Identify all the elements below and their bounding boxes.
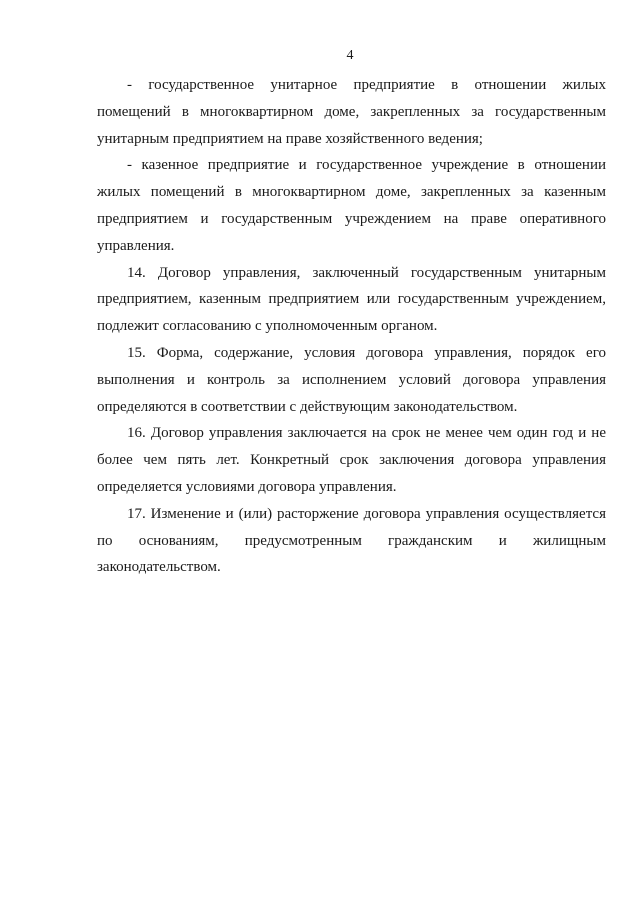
document-body	[97, 72, 606, 581]
clause-15: 15. Форма, содержание, условия договора управления, порядок его выполнения и контроль за исполнением условий договора управления определяются в соответствии с действующим законодательством.	[97, 344, 606, 415]
list-item-treasury-enterprise: - казенное предприятие и государственное учреждение в отношении жилых помещений в многоквартирном доме, закрепленных за казенным предприятием и государственным учреждением на праве оперативного управления.	[97, 157, 606, 254]
page-number: 4	[346, 48, 354, 63]
clause-14: 14. Договор управления, заключенный государственным унитарным предприятием, казенным предприятием или государственным учреждением, подлежит согласованию с уполномоченным органом.	[97, 264, 606, 335]
list-item-unitary-enterprise: - государственное унитарное предприятие в отношении жилых помещений в многоквартирном доме, закрепленных за государственным унитарным предприятием на праве хозяйственного ведения;	[97, 77, 606, 147]
clause-16: 16. Договор управления заключается на срок не менее чем один год и не более чем пять лет. Конкретный срок заключения договора управления определяется условиями договора управления.	[97, 425, 606, 495]
clause-17: 17. Изменение и (или) расторжение договора управления осуществляется по основаниям, предусмотренным гражданским и жилищным законодательством.	[97, 505, 606, 576]
